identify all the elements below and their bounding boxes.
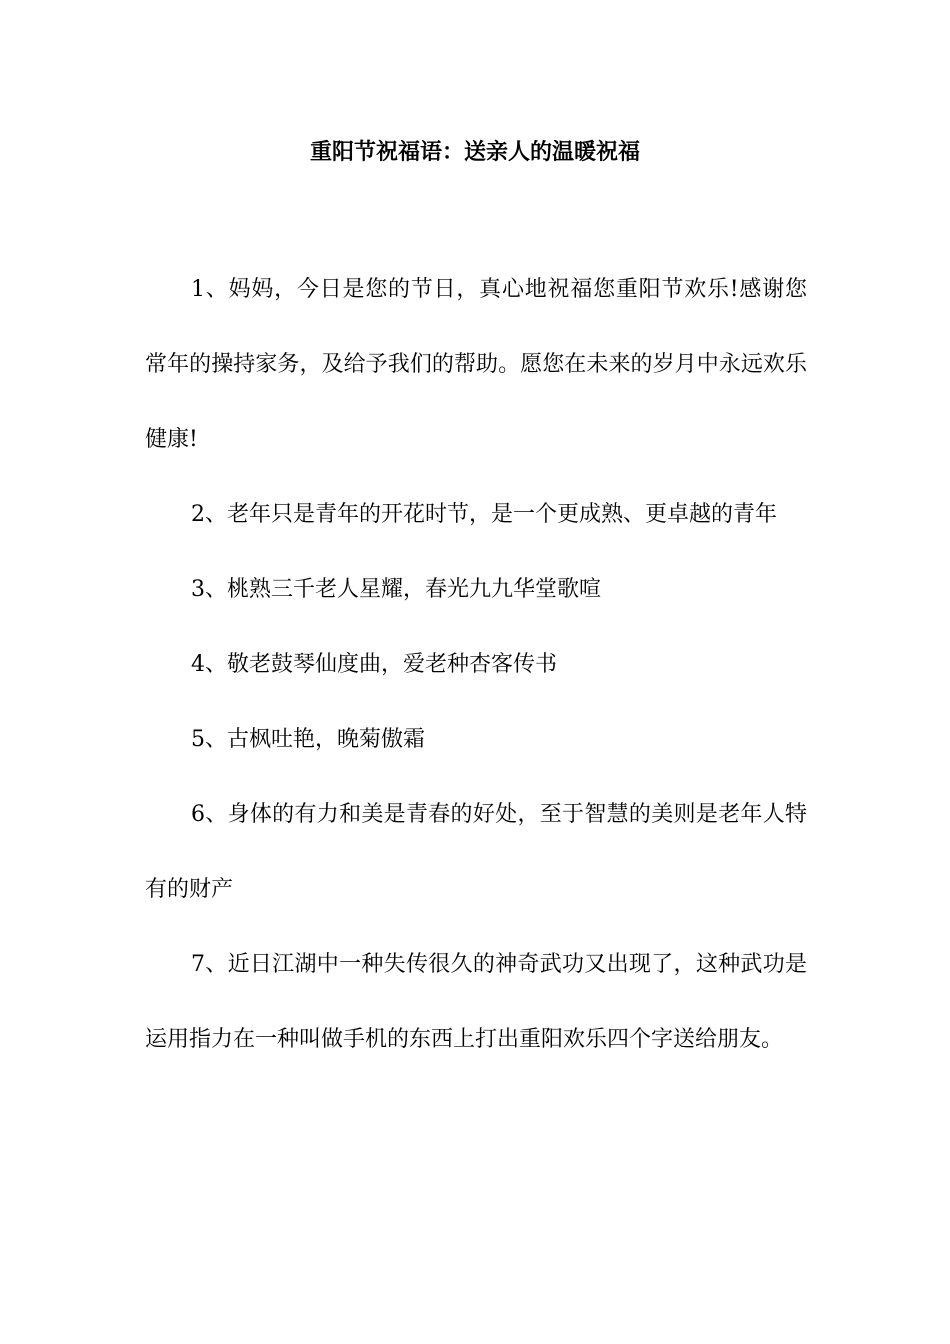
paragraph-2: 2、老年只是青年的开花时节，是一个更成熟、更卓越的青年 <box>191 502 777 527</box>
document-body <box>145 252 807 1077</box>
document-title: 重阳节祝福语：送亲人的温暖祝福 <box>309 139 640 165</box>
paragraph-5: 5、古枫吐艳，晚菊傲霜 <box>191 727 425 752</box>
paragraph-1: 1、妈妈，今日是您的节日，真心地祝福您重阳节欢乐!感谢您常年的操持家务，及给予我们的帮助。愿您在未来的岁月中永远欢乐健康! <box>145 277 807 452</box>
paragraph-6: 6、身体的有力和美是青春的好处，至于智慧的美则是老年人特有的财产 <box>145 802 807 902</box>
paragraph-7: 7、近日江湖中一种失传很久的神奇武功又出现了，这种武功是运用指力在一种叫做手机的东西上打出重阳欢乐四个字送给朋友。 <box>145 952 807 1052</box>
paragraph-4: 4、敬老鼓琴仙度曲，爱老种杏客传书 <box>191 652 557 677</box>
paragraph-3: 3、桃熟三千老人星耀，春光九九华堂歌喧 <box>191 577 601 602</box>
